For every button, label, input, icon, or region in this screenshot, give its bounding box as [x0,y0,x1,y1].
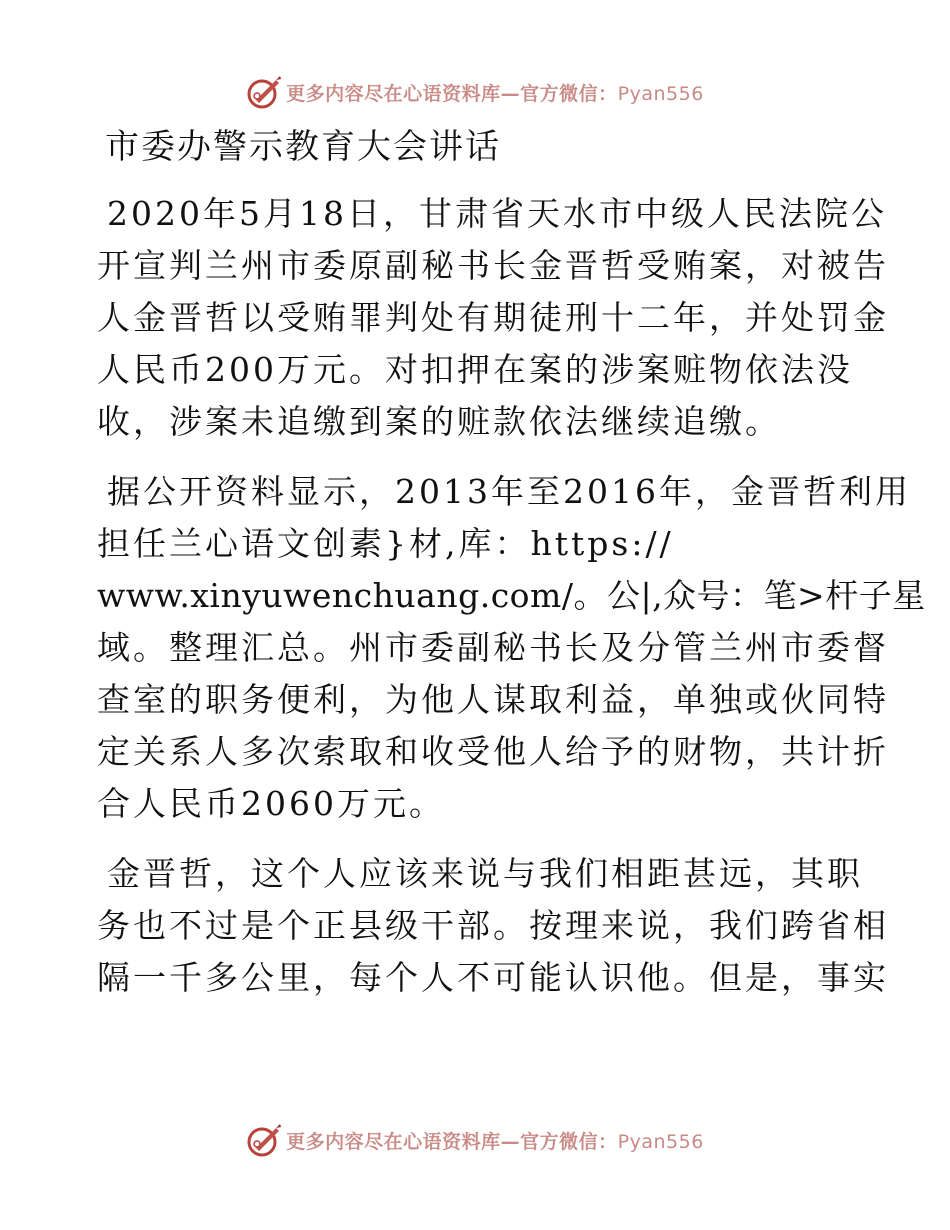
watermark-footer [0,1118,950,1162]
text-line: 2020年5月18日，甘肃省天水市中级人民法院公 [107,194,887,233]
text-line: 域。整理汇总。州市委副秘书长及分管兰州市委督 [97,628,889,667]
quill-logo-icon [246,74,282,110]
document-title: 市委办警示教育大会讲话 [105,127,501,167]
text-line: 开宣判兰州市委原副秘书长金晋哲受贿案，对被告 [97,246,889,285]
document-body [97,124,926,1022]
watermark-text: 更多内容尽在心语资料库—官方微信：Pyan556 [286,1130,704,1153]
text-line: 隔一千多公里，每个人不可能认识他。但是，事实 [97,958,889,997]
text-line-url: www.xinyuwenchuang.com/。公|,众号：笔>杆子星 [97,576,926,615]
text-line: 合人民币2060万元。 [97,784,445,823]
text-line: 据公开资料显示，2013年至2016年，金晋哲利用 [107,472,911,511]
paragraph-3 [97,848,889,1004]
text-line: 务也不过是个正县级干部。按理来说，我们跨省相 [97,906,889,945]
text-line: 人金晋哲以受贿罪判处有期徒刑十二年，并处罚金 [97,298,889,337]
watermark-header [0,70,950,114]
text-line: 人民币200万元。对扣押在案的涉案赃物依法没 [97,350,853,389]
paragraph-1 [97,188,889,448]
text-line: 担任兰心语文创素}材,库：https:// [97,524,674,563]
paragraph-2 [97,466,926,830]
quill-logo-icon [246,1122,282,1158]
watermark-text: 更多内容尽在心语资料库—官方微信：Pyan556 [286,82,704,105]
text-line: 定关系人多次索取和收受他人给予的财物，共计折 [97,732,889,771]
text-line: 查室的职务便利，为他人谋取利益，单独或伙同特 [97,680,889,719]
text-line: 金晋哲，这个人应该来说与我们相距甚远，其职 [107,854,863,893]
text-line: 收，涉案未追缴到案的赃款依法继续追缴。 [97,402,781,441]
